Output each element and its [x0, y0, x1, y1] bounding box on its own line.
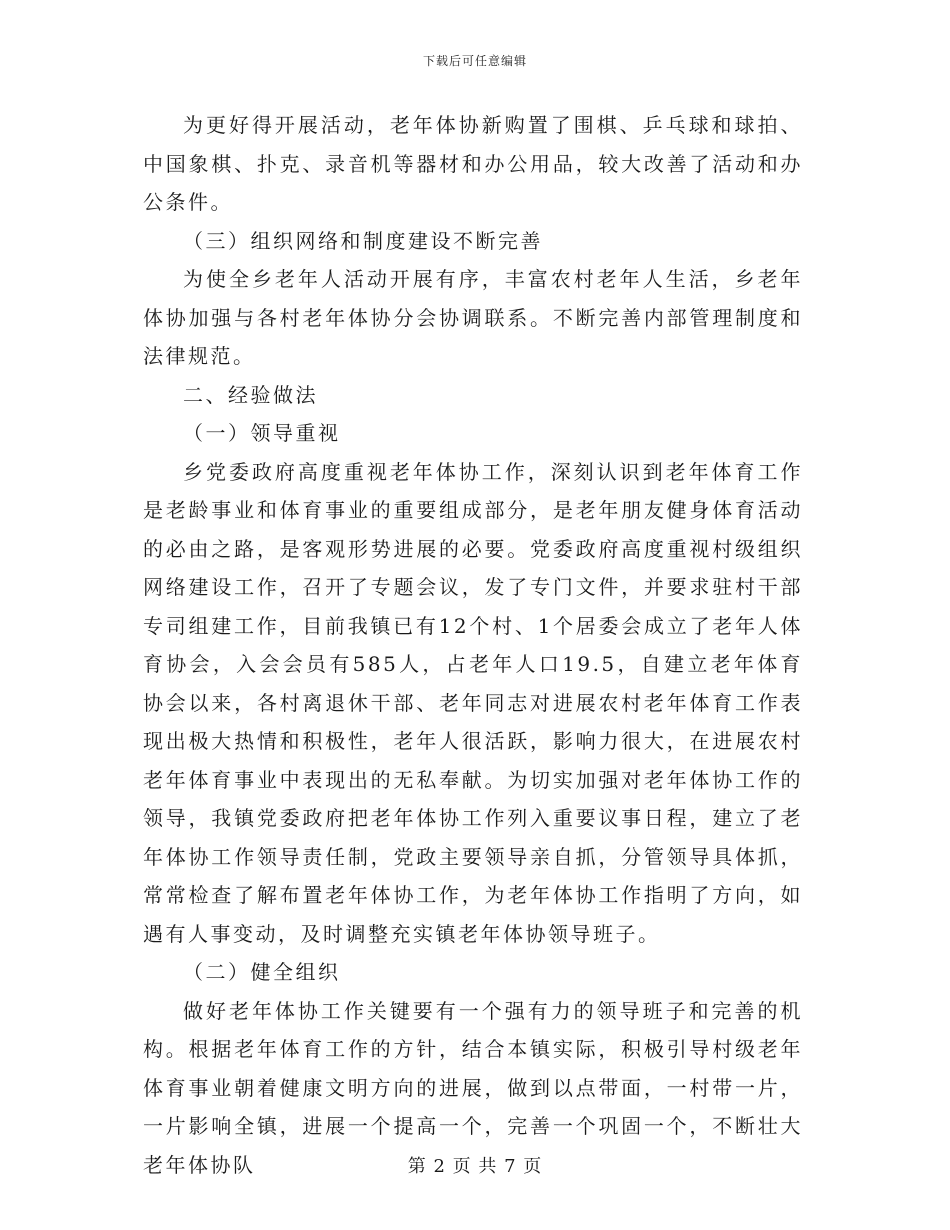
heading-organization: （二）健全组织 [183, 960, 341, 984]
document-body [143, 106, 803, 1184]
paragraph-leadership: 乡党委政府高度重视老年体协工作，深刻认识到老年体育工作是老龄事业和体育事业的重要组成部分，是老年朋友健身体育活动的必由之路，是客观形势进展的必要。党委政府高度重视村级组织网络建设工作，召开了专题会议，发了专门文件，并要求驻村干部专司组建工作，目前我镇已有12个村、1个居委会成立了老年人体育协会，入会会员有585人，占老年人口19.5，自建立老年体育协会以来，各村离退休干部、老年同志对进展农村老年体育工作表现出极大热情和积极性，老年人很活跃，影响力很大，在进展农村老年体育事业中表现出的无私奉献。为切实加强对老年体协工作的领导，我镇党委政府把老年体协工作列入重要议事日程，建立了老年体协工作领导责任制，党政主要领导亲自抓，分管领导具体抓，常常检查了解布置老年体协工作，为老年体协工作指明了方向，如遇有人事变动，及时调整充实镇老年体协领导班子。 [143, 459, 803, 946]
paragraph-organization: 做好老年体协工作关键要有一个强有力的领导班子和完善的机构。根据老年体育工作的方针，结合本镇实际，积极引导村级老年体育事业朝着健康文明方向的进展，做到以点带面，一村带一片，一片影响全镇，进展一个提高一个，完善一个巩固一个，不断壮大老年体协队 [143, 998, 803, 1177]
page-number: 第 2 页 共 7 页 [407, 1156, 543, 1177]
heading-leadership: （一）领导重视 [183, 421, 341, 445]
heading-experience: 二、经验做法 [183, 382, 318, 407]
paragraph-coordination: 为使全乡老年人活动开展有序，丰富农村老年人生活，乡老年体协加强与各村老年体协分会协调联系。不断完善内部管理制度和法律规范。 [143, 267, 803, 368]
header-note: 下载后可任意编辑 [422, 54, 527, 68]
heading-organization-network: （三）组织网络和制度建设不断完善 [183, 228, 543, 253]
paragraph-equipment: 为更好得开展活动，老年体协新购置了围棋、乒乓球和球拍、中国象棋、扑克、录音机等器材和办公用品，较大改善了活动和办公条件。 [143, 113, 803, 214]
